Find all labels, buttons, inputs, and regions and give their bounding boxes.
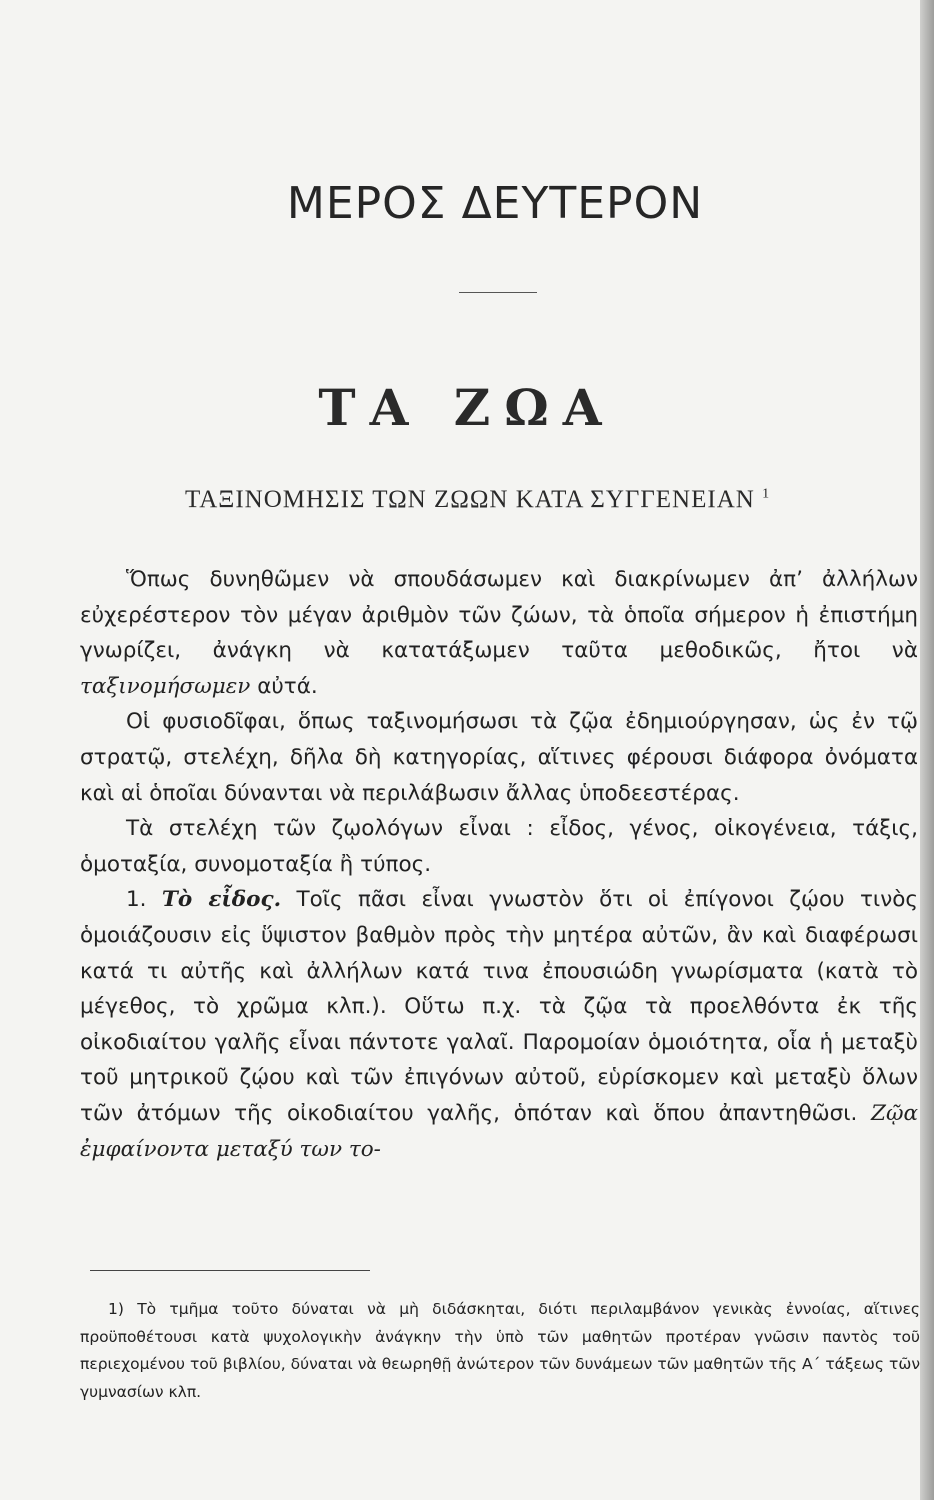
title-divider (459, 292, 537, 293)
paragraph-4-text: Τοῖς πᾶσι εἶναι γνωστὸν ὅτι οἱ ἐπίγονοι ζῴου τινὸς ὁμοιάζουσιν εἰς ὕψιστον βαθμὸν πρὸς τὴν μητέρα αὐτῶν, ἂν καὶ διαφέρωσι κατά τι αὐτῆς καὶ ἀλλήλων κατά τινα ἐπουσιώδη γνωρίσματα (κατὰ τὸ μέγεθος, τὸ χρῶμα κλπ.). Οὕτω π.χ. τὰ ζῷα τὰ προελθόντα ἐκ τῆς οἰκοδιαίτου γαλῆς εἶναι πάντοτε γαλαῖ. Παρομοίαν ὁμοιότητα, οἷα ἡ μεταξὺ τοῦ μητρικοῦ ζῴου καὶ τῶν ἐπιγόνων αὐτοῦ, εὑρίσκομεν καὶ μεταξὺ ὅλων τῶν ἀτόμων τῆς οἰκοδιαίτου γαλῆς, ὁπόταν καὶ ὅπου ἀπαντηθῶσι. (80, 887, 918, 1126)
paragraph-4-heading: Τὸ εἶδος. (161, 887, 282, 913)
footnote (80, 1296, 920, 1406)
paragraph-3: Τὰ στελέχη τῶν ζῳολόγων εἶναι : εἶδος, γένος, οἰκογένεια, τάξις, ὁμοταξία, συνομοταξία ἢ τύπος. (80, 816, 918, 877)
footnote-mark: 1) (108, 1300, 124, 1318)
paragraph-2: Οἱ φυσιοδῖφαι, ὅπως ταξινομήσωσι τὰ ζῷα ἐδημιούργησαν, ὡς ἐν τῷ στρατῷ, στελέχη, δῆλα δὴ κατηγορίας, αἵτινες φέρουσι διάφορα ὀνόματα καὶ αἱ ὁποῖαι δύνανται νὰ περιλάβωσιν ἄλλας ὑποδεεστέρας. (80, 709, 918, 806)
footnote-paragraph (80, 1296, 920, 1406)
paragraph-4 (80, 882, 918, 1167)
main-title: ΤΑ ΖΩΑ (318, 378, 616, 437)
paragraph-1-text: Ὅπως δυνηθῶμεν νὰ σπουδάσωμεν καὶ διακρίνωμεν ἀπ’ ἀλλήλων εὐχερέστερον τὸν μέγαν ἀριθμὸν τῶν ζώων, τὰ ὁποῖα σήμερον ἡ ἐπιστήμη γνωρίζει, ἀνάγκη νὰ κατατάξωμεν ταῦτα μεθοδικῶς, ἤτοι νὰ (80, 567, 918, 664)
body-text (80, 562, 918, 1167)
section-subtitle (0, 486, 934, 514)
subtitle-text: ΤΑΞΙΝΟΜΗΣΙΣ ΤΩΝ ΖΩΩΝ ΚΑΤΑ ΣΥΓΓΕΝΕΙΑΝ (184, 486, 755, 513)
footnote-text: Τὸ τμῆμα τοῦτο δύναται νὰ μὴ διδάσκηται, διότι περιλαμβάνον γενικὰς ἐννοίας, αἵτινες προϋποθέτουσι κατὰ ψυχολογικὴν ἀνάγκην τὴν ὑπὸ τῶν μαθητῶν προτέραν γνῶσιν παντὸς τοῦ περιεχομένου τοῦ βιβλίου, δύναται νὰ θεωρηθῇ ἀνώτερον τῶν δυνάμεων τῶν μαθητῶν τῆς Α΄ τάξεως τῶν γυμνασίων κλπ. (80, 1300, 920, 1401)
paragraph-1-end: αὐτά. (257, 673, 318, 699)
paragraph-1-emphasis: ταξινομήσωμεν (80, 673, 251, 699)
part-title: ΜΕΡΟΣ ΔΕΥΤΕΡΟΝ (286, 178, 704, 229)
subtitle-footnote-mark: 1 (762, 486, 771, 502)
page-edge-shadow (920, 0, 934, 1500)
paragraph-1 (80, 562, 918, 704)
footnote-divider (90, 1270, 370, 1271)
paragraph-4-number: 1. (126, 887, 147, 913)
paragraph-4-tail: Ζῷα ἐμφαίνοντα μεταξύ των το- (80, 1100, 918, 1162)
